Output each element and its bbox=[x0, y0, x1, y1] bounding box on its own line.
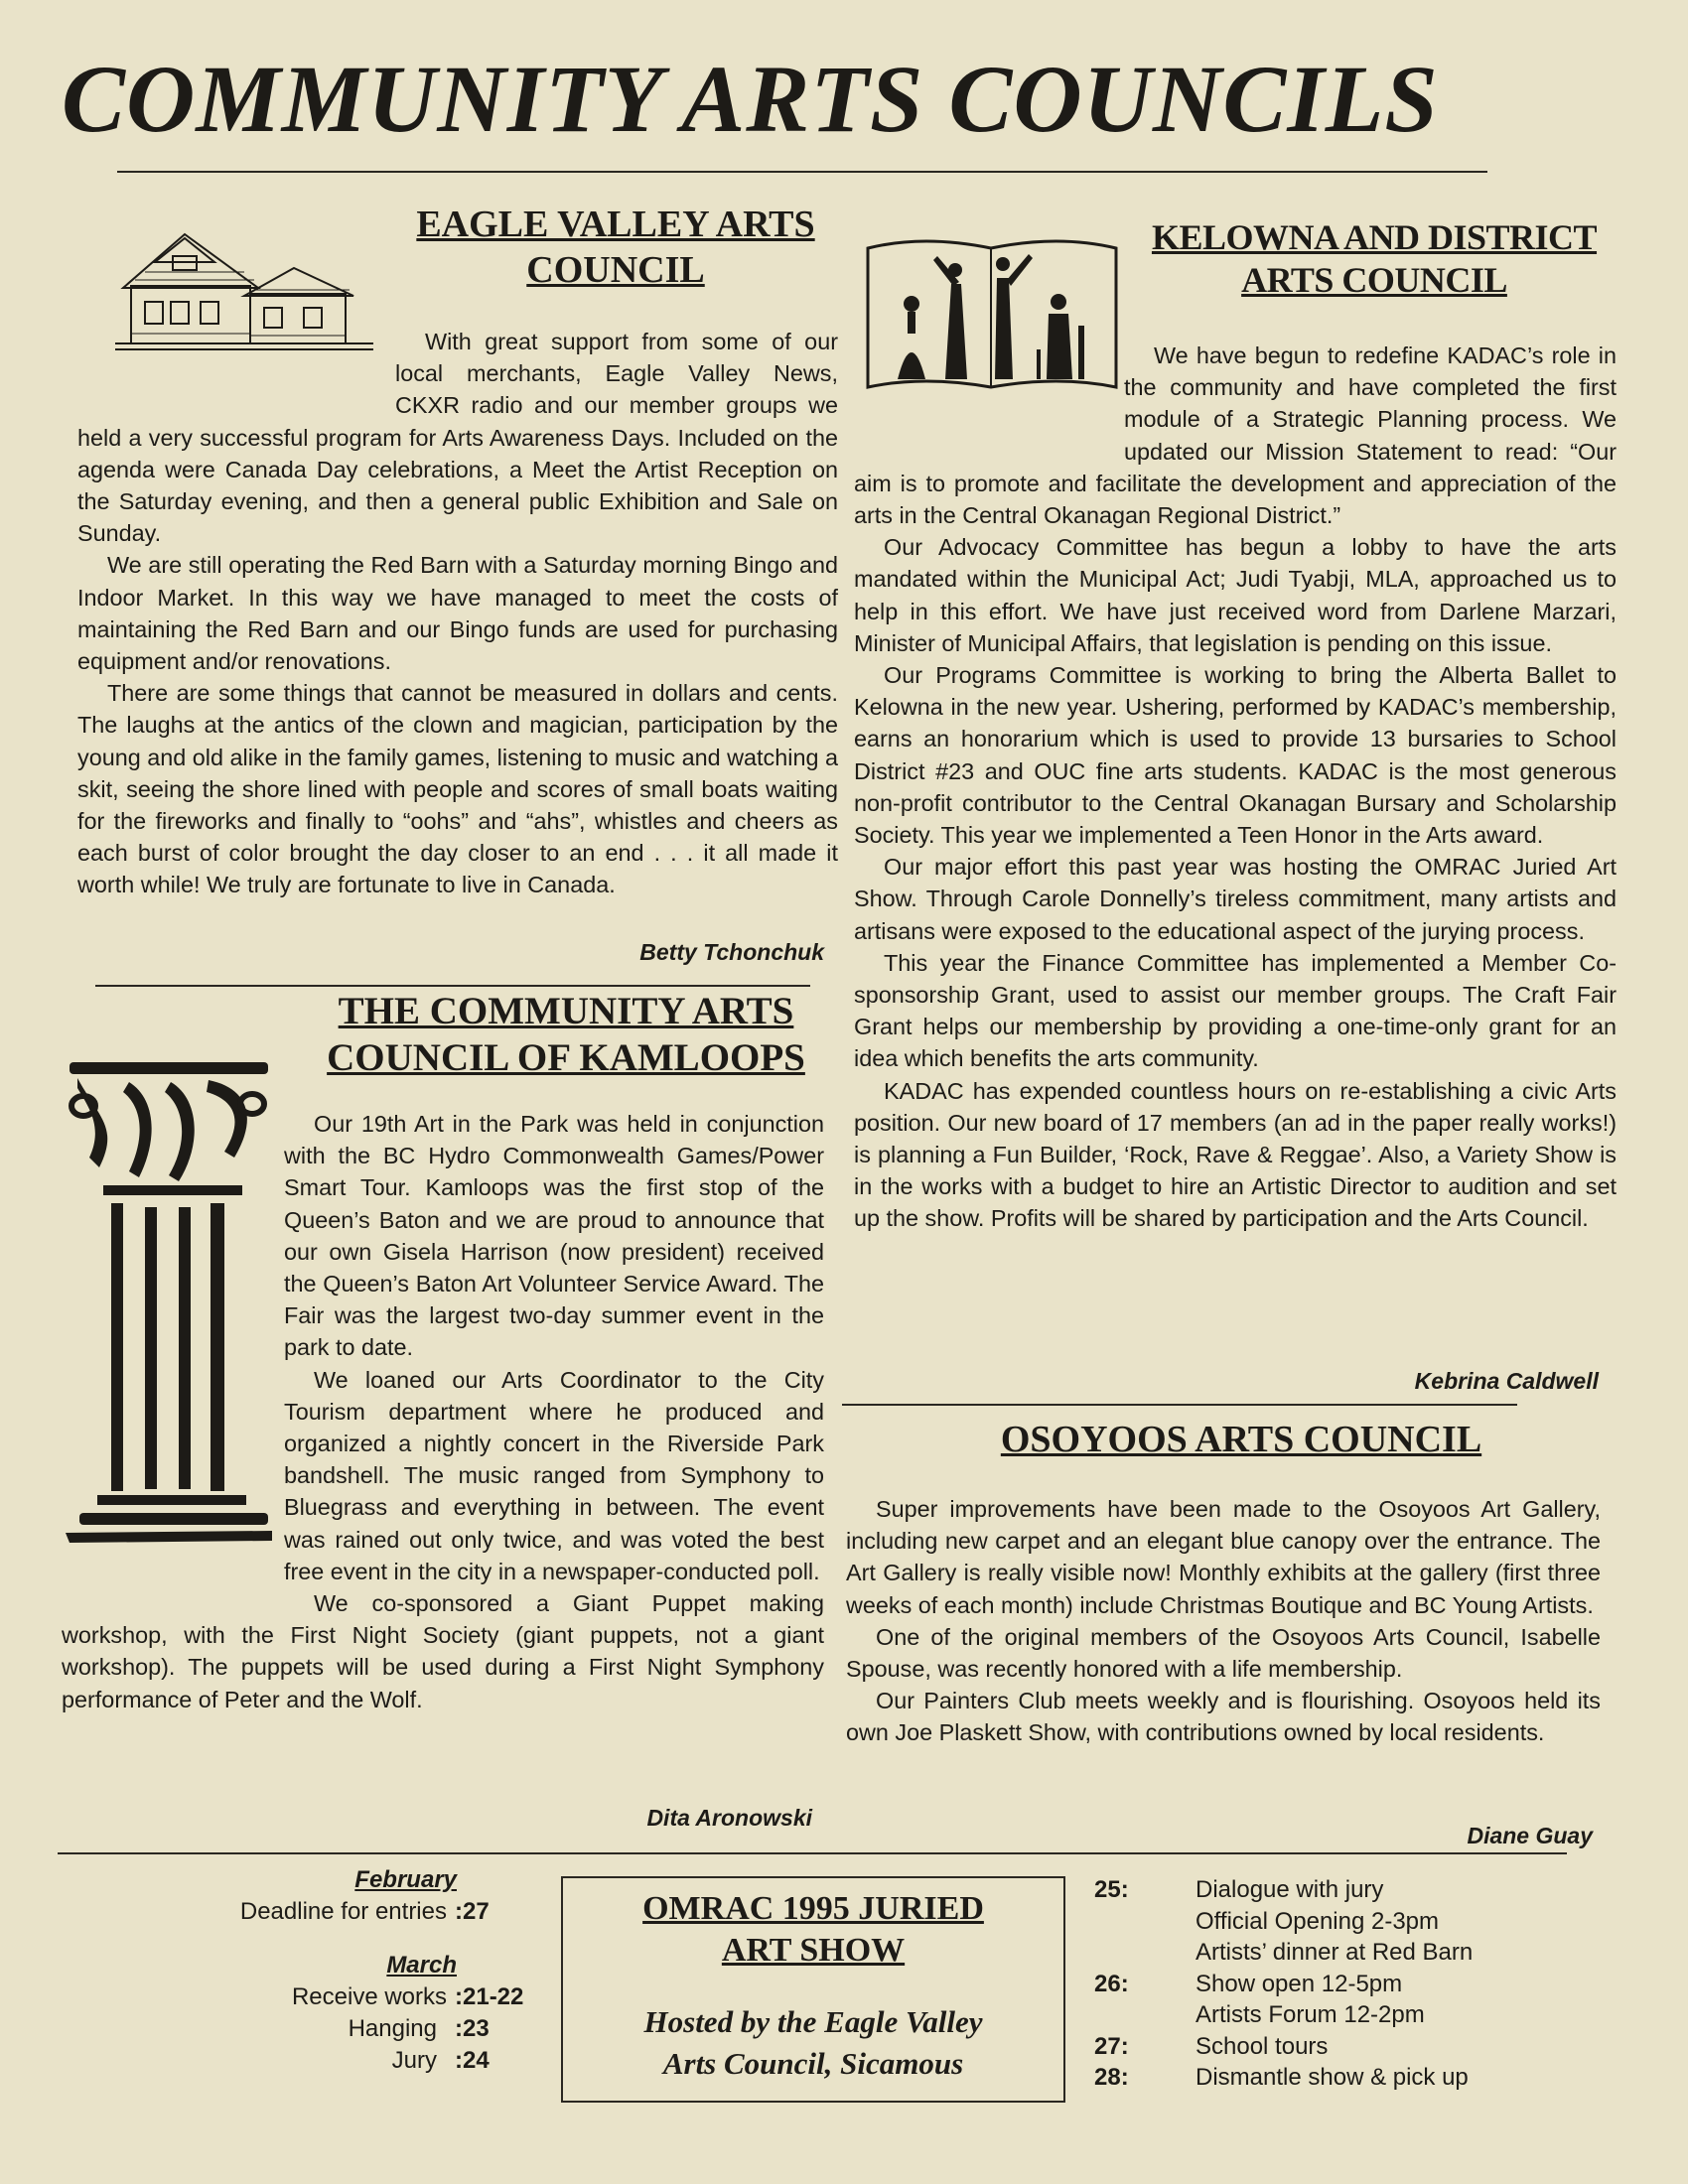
osoyoos-signature: Diane Guay bbox=[1467, 1823, 1593, 1848]
masthead-title: COMMUNITY ARTS COUNCILS bbox=[62, 46, 1439, 152]
show-days bbox=[1094, 1874, 1473, 2094]
masthead-rule bbox=[117, 171, 1487, 173]
musicians-icon bbox=[864, 230, 1120, 393]
house-icon bbox=[105, 216, 383, 355]
show-host: Hosted by the Eagle Valley Arts Council, Sicamous bbox=[643, 2004, 983, 2081]
schedule-dates bbox=[149, 1864, 536, 2077]
kelowna-paragraph-4: Our major effort this past year was hosting the OMRAC Juried Art Show. Through Carole Donnelly’s tireless commitment, many artists and artisans were exposed to the educational aspect of the jurying process. bbox=[854, 854, 1617, 944]
day-27: 27: School tours bbox=[1094, 2032, 1329, 2060]
kamloops-paragraph-3: We co-sponsored a Giant Puppet making workshop, with the First Night Society (giant puppets, not a giant workshop). The puppets will be used during a First Night Symphony performance of Peter and the Wolf. bbox=[62, 1590, 824, 1712]
kamloops-heading: THE COMMUNITY ARTS COUNCIL OF KAMLOOPS bbox=[327, 990, 805, 1079]
osoyoos-heading: OSOYOOS ARTS COUNCIL bbox=[1000, 1419, 1482, 1460]
eagle-article bbox=[77, 326, 838, 901]
kelowna-rule bbox=[842, 1404, 1517, 1406]
eagle-signature: Betty Tchonchuk bbox=[639, 939, 824, 965]
kelowna-article bbox=[854, 340, 1617, 1235]
osoyoos-paragraph-1: Super improvements have been made to the Osoyoos Art Gallery, including new carpet and an elegant blue canopy over the entrance. The Art Gallery is really visible now! Monthly exhibits at the gallery (first three weeks of each month) include Christmas Boutique and BC Young Artists. bbox=[846, 1496, 1601, 1618]
schedule-row: Hanging :23 bbox=[348, 2015, 490, 2042]
eagle-heading: EAGLE VALLEY ARTS COUNCIL bbox=[416, 204, 815, 291]
kamloops-article bbox=[62, 1108, 824, 1715]
eagle-paragraph-1: With great support from some of our local merchants, Eagle Valley News, CKXR radio and our member groups we held a very successful program for Arts Awareness Days. Included on the agenda were Canada Day celebrations, a Meet the Artist Reception on the Saturday evening, and then a general public Exhibition and Sale on Sunday. bbox=[77, 329, 838, 547]
kelowna-paragraph-1: We have begun to redefine KADAC’s role in the community and have completed the first module of a Strategic Planning process. We updated our Mission Statement to read: “Our aim is to promote and facilitate the development and appreciation of the arts in the Central Okanagan Regional District.” bbox=[854, 342, 1617, 529]
kelowna-signature: Kebrina Caldwell bbox=[1414, 1368, 1599, 1394]
schedule-row: Receive works :21-22 bbox=[291, 1983, 524, 2010]
schedule-month-march: March bbox=[386, 1952, 457, 1979]
footer-rule bbox=[58, 1852, 1567, 1854]
kelowna-paragraph-2: Our Advocacy Committee has begun a lobby to have the arts mandated within the Municipal Act; Judi Tyabji, MLA, approached us to help in this effort. We have just received word from Darlene Marzari, Minister of Municipal Affairs, that legislation is pending on this issue. bbox=[854, 534, 1617, 656]
kelowna-paragraph-5: This year the Finance Committee has implemented a Member Co-sponsorship Grant, used to assist our member groups. The Craft Fair Grant helps our membership by providing a one-time-only grant for an idea which benefits the arts community. bbox=[854, 949, 1617, 1072]
eagle-paragraph-3: There are some things that cannot be measured in dollars and cents. The laughs at the antics of the clown and magician, participation by the young and old alike in the family games, listening to music and watching a skit, seeing the shore lined with people and scores of small boats waiting for the fireworks and finally to “oohs” and “ahs”, whistles and cheers as each burst of color brought the day closer to an end . . . it all made it worth while! We truly are fortunate to live in Canada. bbox=[77, 680, 838, 898]
osoyoos-paragraph-3: Our Painters Club meets weekly and is flourishing. Osoyoos held its own Joe Plaskett Show, with contributions owned by local residents. bbox=[846, 1688, 1601, 1746]
show-title: OMRAC 1995 JURIED ART SHOW bbox=[642, 1890, 984, 1969]
schedule-row: Deadline for entries :27 bbox=[239, 1898, 490, 1925]
schedule-month-february: February bbox=[354, 1866, 457, 1893]
schedule-row: Jury :24 bbox=[391, 2047, 490, 2074]
dancers-illustration bbox=[854, 340, 1124, 461]
eagle-rule bbox=[95, 985, 810, 987]
day-28: 28: Dismantle show & pick up bbox=[1094, 2064, 1469, 2091]
juried-show-box bbox=[561, 1876, 1065, 2103]
kamloops-paragraph-2: We loaned our Arts Coordinator to the City Tourism department where he produced and organized a nightly concert in the Riverside Park bandshell. The music ranged from Symphony to Bluegrass and everything in between. The event was rained out only twice, and was voted the best free event in the city in a newspaper-conducted poll. bbox=[284, 1366, 824, 1584]
kelowna-heading: KELOWNA AND DISTRICT ARTS COUNCIL bbox=[1151, 217, 1598, 301]
kamloops-signature: Dita Aronowski bbox=[646, 1805, 812, 1831]
kelowna-paragraph-6: KADAC has expended countless hours on re-establishing a civic Arts position. Our new board of 17 members (an ad in the paper really works!) is planning a Fun Builder, ‘Rock, Rave & Reggae’. Also, a Variety Show is in the works with a budget to hire an Artistic Director to audition and set up the show. Profits will be shared by participation and the Arts Council. bbox=[854, 1077, 1617, 1232]
eagle-paragraph-2: We are still operating the Red Barn with a Saturday morning Bingo and Indoor Market. In this way we have managed to meet the costs of maintaining the Red Barn and our Bingo funds are used for purchasing equipment and/or renovations. bbox=[77, 552, 838, 675]
kelowna-paragraph-3: Our Programs Committee is working to bring the Alberta Ballet to Kelowna in the new year. Ushering, performed by KADAC’s membership, earns an honorarium which is used to provide 13 bursaries to School District #23 and OUC fine arts students. KADAC is the most generous non-profit contributor to the Central Okanagan Bursary and Scholarship Society. This year we implemented a Teen Honor in the Arts award. bbox=[854, 662, 1617, 849]
kamloops-paragraph-1: Our 19th Art in the Park was held in conjunction with the BC Hydro Commonwealth Games/Power Smart Tour. Kamloops was the first stop of the Queen’s Baton and we are proud to announce that our own Gisela Harrison (now president) received the Queen’s Baton Art Volunteer Service Award. The Fair was the largest two-day summer event in the park to date. bbox=[284, 1111, 824, 1361]
osoyoos-article bbox=[846, 1493, 1601, 1749]
farmhouse-illustration bbox=[77, 326, 395, 421]
day-25: 25: Dialogue with jury Official Opening 2-3pm Artists’ dinner at Red Barn bbox=[1094, 1876, 1474, 1966]
osoyoos-paragraph-2: One of the original members of the Osoyoos Arts Council, Isabelle Spouse, was recently honored with a life membership. bbox=[846, 1623, 1601, 1683]
day-26: 26: Show open 12-5pm Artists Forum 12-2pm bbox=[1094, 1970, 1425, 2028]
